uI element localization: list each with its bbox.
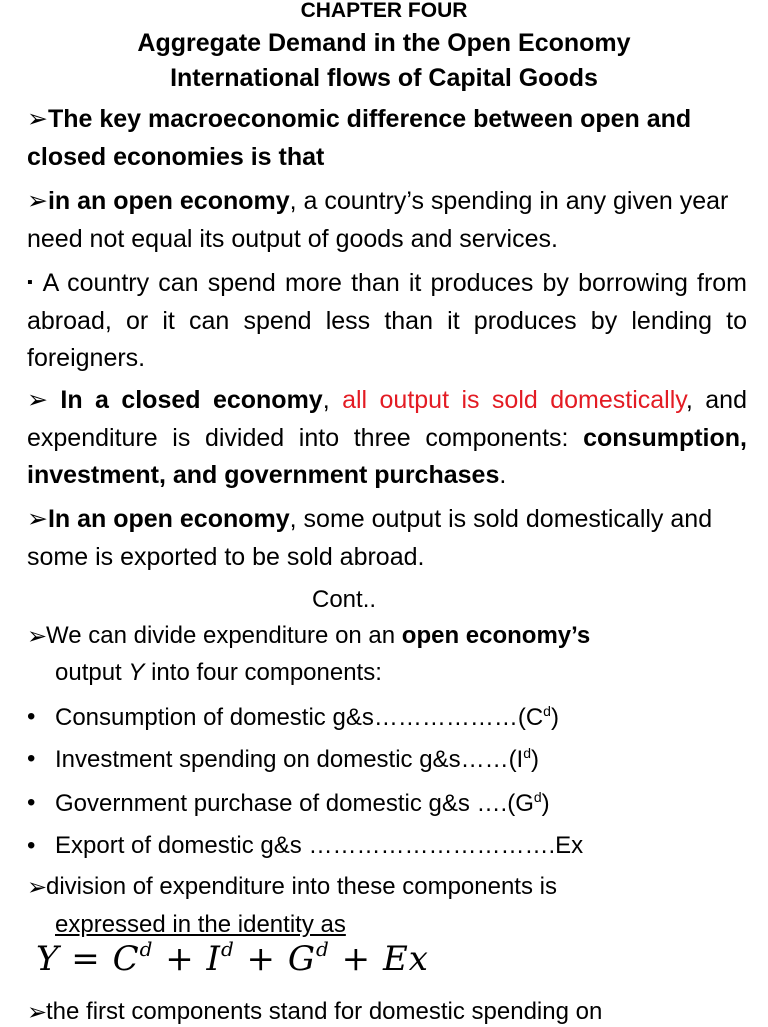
list-item-text: Export of domestic g&s ………………………….Ex (55, 832, 584, 859)
list-item-export (55, 832, 583, 860)
output-text: output (55, 659, 129, 686)
superscript: d (533, 789, 542, 805)
paragraph-closed-economy (27, 382, 747, 495)
arrow-bullet-icon: ➢ (27, 874, 48, 901)
paragraph-open-economy-exports (27, 501, 747, 576)
eq-plus: + (234, 939, 288, 979)
expenditure-division-text: We can divide expenditure on an (46, 622, 402, 649)
first-components-text: the first components stand for domestic spending on (46, 998, 603, 1025)
eq-g-superscript: d (316, 937, 330, 961)
arrow-bullet-icon: ➢ (27, 105, 48, 133)
eq-equals: = (59, 939, 113, 979)
identity-intro-line1: division of expenditure into these components is (46, 873, 557, 900)
eq-plus: + (153, 939, 207, 979)
arrow-bullet-icon: ➢ (27, 187, 48, 215)
sold-domestically-highlight: all output is sold domestically (342, 386, 686, 414)
eq-c-superscript: d (139, 937, 154, 961)
paragraph-open-economy-spending (27, 183, 747, 258)
borrowing-lending-text: A country can spend more than it produces by borrowing from abroad, or it can spend less than it produces by lending to foreigners. (27, 269, 748, 372)
arrow-bullet-icon: ➢ (27, 623, 48, 650)
page-title: Aggregate Demand in the Open Economy (137, 29, 631, 57)
superscript: d (523, 745, 532, 761)
key-difference-text: The key macroeconomic difference between open and closed economies is that (27, 105, 692, 171)
eq-g: G (287, 939, 317, 979)
eq-ex: Ex (382, 939, 429, 979)
list-item-end: ) (541, 790, 550, 817)
open-economy-term: in an open economy (47, 187, 290, 215)
square-bullet-icon: ▪ (27, 274, 35, 291)
closed-economy-period: . (499, 461, 507, 489)
closed-economy-comma: , (322, 386, 343, 414)
list-item-government (55, 789, 550, 818)
list-item-text: Investment spending on domestic g&s……(I (55, 746, 524, 773)
eq-c: C (112, 939, 140, 979)
list-item-investment (55, 745, 539, 774)
list-item-text: Government purchase of domestic g&s ….(G (55, 790, 534, 817)
list-item-consumption (55, 703, 559, 732)
bullet-dot-icon: • (27, 745, 36, 772)
eq-i: I (206, 939, 221, 979)
bullet-dot-icon: • (27, 789, 36, 816)
list-item-text: Consumption of domestic g&s………………(C (55, 704, 544, 731)
identity-equation (36, 937, 429, 979)
identity-intro-line2: expressed in the identity as (55, 911, 346, 938)
output-variable: Y (128, 659, 145, 686)
closed-economy-text: , and expenditure is divided into three components: (27, 386, 747, 452)
cont-label: Cont.. (312, 586, 377, 613)
four-components-text: into four components: (144, 659, 382, 686)
eq-plus: + (329, 939, 383, 979)
three-components-text: consumption, investment, and government purchases (27, 423, 747, 489)
arrow-bullet-icon: ➢ (27, 386, 48, 414)
expenditure-division-line1 (46, 622, 590, 650)
open-economy-term: open economy’s (401, 622, 591, 649)
expenditure-division-line2 (55, 659, 382, 687)
page-subtitle: International flows of Capital Goods (170, 64, 598, 92)
bullet-dot-icon: • (27, 832, 36, 859)
eq-i-superscript: d (220, 937, 235, 961)
bullet-dot-icon: • (27, 703, 36, 730)
open-economy-text: , a country’s spending in any given year need not equal its output of goods and services. (27, 187, 729, 253)
closed-economy-term: In a closed economy (47, 386, 323, 414)
arrow-bullet-icon: ➢ (27, 505, 48, 533)
paragraph-borrowing-lending (27, 264, 747, 378)
arrow-bullet-icon: ➢ (27, 999, 48, 1026)
superscript: d (543, 703, 551, 719)
eq-y: Y (36, 939, 60, 979)
paragraph-key-difference (27, 101, 747, 176)
open-economy-exports-text: , some output is sold domestically and some is exported to be sold abroad. (27, 505, 713, 571)
list-item-end: ) (531, 746, 540, 773)
open-economy-term: In an open economy (47, 505, 290, 533)
list-item-end: ) (550, 704, 559, 731)
chapter-label: CHAPTER FOUR (300, 0, 468, 22)
